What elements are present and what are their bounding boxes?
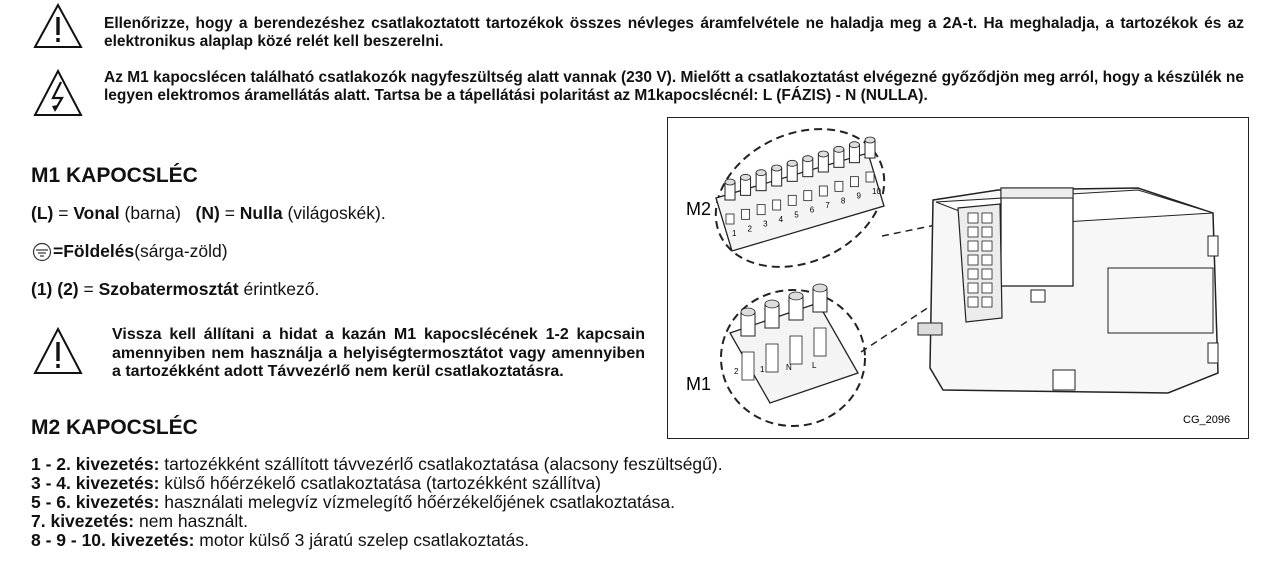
terminal-desc: motor külső 3 járatú szelep csatlakoztatás. bbox=[194, 530, 530, 550]
board-pin bbox=[982, 255, 992, 265]
electric-hazard-icon bbox=[32, 68, 84, 118]
warning-icon bbox=[32, 326, 84, 376]
board-pin bbox=[968, 227, 978, 237]
board-pin bbox=[982, 241, 992, 251]
m2-heading: M2 KAPOCSLÉC bbox=[31, 416, 198, 439]
m2-terminal-list bbox=[31, 455, 1031, 550]
terminal-screw-head bbox=[813, 284, 827, 292]
terminal-screw-head bbox=[803, 156, 813, 162]
terminal-screw-head bbox=[789, 292, 803, 300]
warning-text-voltage: Az M1 kapocslécen található csatlakozók nagyfeszültség alatt vannak (230 V). Mielőtt a csatlakoztatást elvégezné győződjön meg arról, hogy a készülék ne legyen elektromos áramellátás alatt. Tartsa be a tápellátási polaritást az M1kapocslécnél: L (FÁZIS) - N (NULLA). bbox=[104, 69, 1244, 104]
terminal-label: 8 - 9 - 10. kivezetés: bbox=[31, 530, 195, 550]
terminal-slot bbox=[766, 344, 778, 372]
terminal-label: 2 bbox=[734, 367, 739, 376]
terminal-label: 1 bbox=[760, 365, 765, 374]
terminal-number: 10 bbox=[872, 187, 881, 196]
ground-desc: (sárga-zöld) bbox=[134, 241, 228, 261]
terminal-slot bbox=[814, 328, 826, 356]
terminal-label: N bbox=[786, 363, 792, 372]
thermostat-key: (1) (2) bbox=[31, 279, 79, 299]
warning-icon bbox=[32, 2, 84, 50]
board-pin bbox=[968, 255, 978, 265]
list-item bbox=[31, 455, 1031, 474]
eq: = bbox=[78, 279, 99, 299]
terminal-desc: tartozékként szállított távvezérlő csatlakoztatása (alacsony feszültségű). bbox=[159, 454, 723, 474]
warning-text-bridge: Vissza kell állítani a hidat a kazán M1 kapocslécének 1-2 kapcsain amennyiben nem használja a helyiségtermosztátot vagy amennyiben a tartozékként adott Távvezérlő nem kerül csatlakoztatásra. bbox=[112, 326, 645, 380]
board-pin bbox=[968, 283, 978, 293]
terminal-number: 9 bbox=[856, 191, 861, 201]
terminal-slot bbox=[757, 205, 765, 215]
terminal-block-illustration bbox=[668, 118, 1248, 438]
terminal-number: 7 bbox=[825, 201, 830, 210]
terminal-screw-head bbox=[772, 165, 782, 171]
m1-line-ground bbox=[31, 241, 228, 262]
neutral-desc: (világoskék). bbox=[282, 203, 386, 223]
list-item bbox=[31, 474, 1031, 493]
terminal-slot bbox=[726, 214, 734, 224]
board-pin bbox=[968, 269, 978, 279]
terminal-screw-head bbox=[818, 151, 828, 157]
terminal-label: 3 - 4. kivezetés: bbox=[31, 473, 160, 493]
m1-heading: M1 KAPOCSLÉC bbox=[31, 164, 198, 187]
terminal-screw-head bbox=[849, 142, 859, 148]
terminal-screw-head bbox=[725, 179, 735, 185]
board-pin bbox=[982, 283, 992, 293]
terminal-label: L bbox=[812, 361, 817, 370]
terminal-slot bbox=[742, 209, 750, 219]
figure-code: CG_2096 bbox=[1183, 414, 1231, 426]
m1-label: M1 bbox=[686, 374, 712, 394]
terminal-label: 5 - 6. kivezetés: bbox=[31, 492, 160, 512]
terminal-number: 1 bbox=[732, 229, 737, 238]
terminal-desc: nem használt. bbox=[134, 511, 248, 531]
ground-icon bbox=[31, 242, 53, 262]
thermostat-desc: érintkező. bbox=[238, 279, 320, 299]
terminal-desc: külső hőérzékelő csatlakoztatása (tartozékként szállítva) bbox=[159, 473, 601, 493]
terminal-label: 1 - 2. kivezetés: bbox=[31, 454, 160, 474]
terminal-diagram bbox=[667, 117, 1249, 439]
phase-term: Vonal bbox=[73, 203, 120, 223]
terminal-slot bbox=[773, 200, 781, 210]
terminal-screw-head bbox=[765, 300, 779, 308]
terminal-slot bbox=[790, 336, 802, 364]
terminal-number: 3 bbox=[763, 219, 768, 229]
board-pin bbox=[982, 227, 992, 237]
m2-label: M2 bbox=[686, 199, 712, 219]
board-pin bbox=[982, 297, 992, 307]
terminal-screw-head bbox=[787, 160, 797, 166]
terminal-screw-head bbox=[834, 146, 844, 152]
neutral-key: (N) bbox=[195, 203, 220, 223]
list-item bbox=[31, 493, 1031, 512]
m1-terminal-block bbox=[730, 284, 858, 403]
terminal-screw-head bbox=[865, 137, 875, 143]
list-item bbox=[31, 512, 1031, 531]
phase-desc: (barna) bbox=[119, 203, 181, 223]
electronic-board-housing bbox=[918, 188, 1218, 393]
terminal-screw-head bbox=[741, 308, 755, 316]
terminal-slot bbox=[835, 181, 843, 191]
board-pin bbox=[968, 241, 978, 251]
m1-line-thermostat bbox=[31, 279, 319, 300]
terminal-slot bbox=[788, 195, 796, 205]
board-pin bbox=[982, 213, 992, 223]
exclamation-triangle-icon bbox=[32, 2, 84, 50]
terminal-desc: használati melegvíz vízmelegítő hőérzékelőjének csatlakoztatása. bbox=[159, 492, 675, 512]
ground-prefix: = bbox=[53, 241, 64, 261]
terminal-slot bbox=[804, 191, 812, 201]
warning-text-current: Ellenőrizze, hogy a berendezéshez csatlakoztatott tartozékok összes névleges áramfelvétele ne haladja meg a 2A-t. Ha meghaladja, a tartozékok és az elektronikus alaplap közé relét kell beszerelni. bbox=[104, 15, 1244, 50]
board-pin bbox=[968, 213, 978, 223]
thermostat-term: Szobatermosztát bbox=[98, 279, 239, 299]
terminal-slot bbox=[850, 177, 858, 187]
terminal-screw-head bbox=[741, 174, 751, 180]
eq: = bbox=[53, 203, 74, 223]
electric-warning-icon bbox=[32, 68, 84, 118]
board-pin bbox=[968, 297, 978, 307]
phase-key: (L) bbox=[31, 203, 54, 223]
terminal-number: 4 bbox=[778, 215, 784, 224]
exclamation-triangle-icon bbox=[32, 326, 84, 376]
terminal-number: 2 bbox=[747, 224, 753, 234]
terminal-slot bbox=[742, 352, 754, 380]
ground-term: Földelés bbox=[63, 241, 135, 261]
terminal-number: 6 bbox=[809, 205, 815, 215]
neutral-term: Nulla bbox=[239, 203, 283, 223]
terminal-number: 8 bbox=[840, 196, 846, 206]
board-pin bbox=[982, 269, 992, 279]
terminal-slot bbox=[819, 186, 827, 196]
terminal-label: 7. kivezetés: bbox=[31, 511, 135, 531]
list-item bbox=[31, 531, 1031, 550]
terminal-slot bbox=[866, 172, 874, 182]
m1-line-phase-neutral bbox=[31, 203, 386, 224]
eq: = bbox=[219, 203, 240, 223]
terminal-screw-head bbox=[756, 170, 766, 176]
terminal-number: 5 bbox=[794, 210, 799, 220]
